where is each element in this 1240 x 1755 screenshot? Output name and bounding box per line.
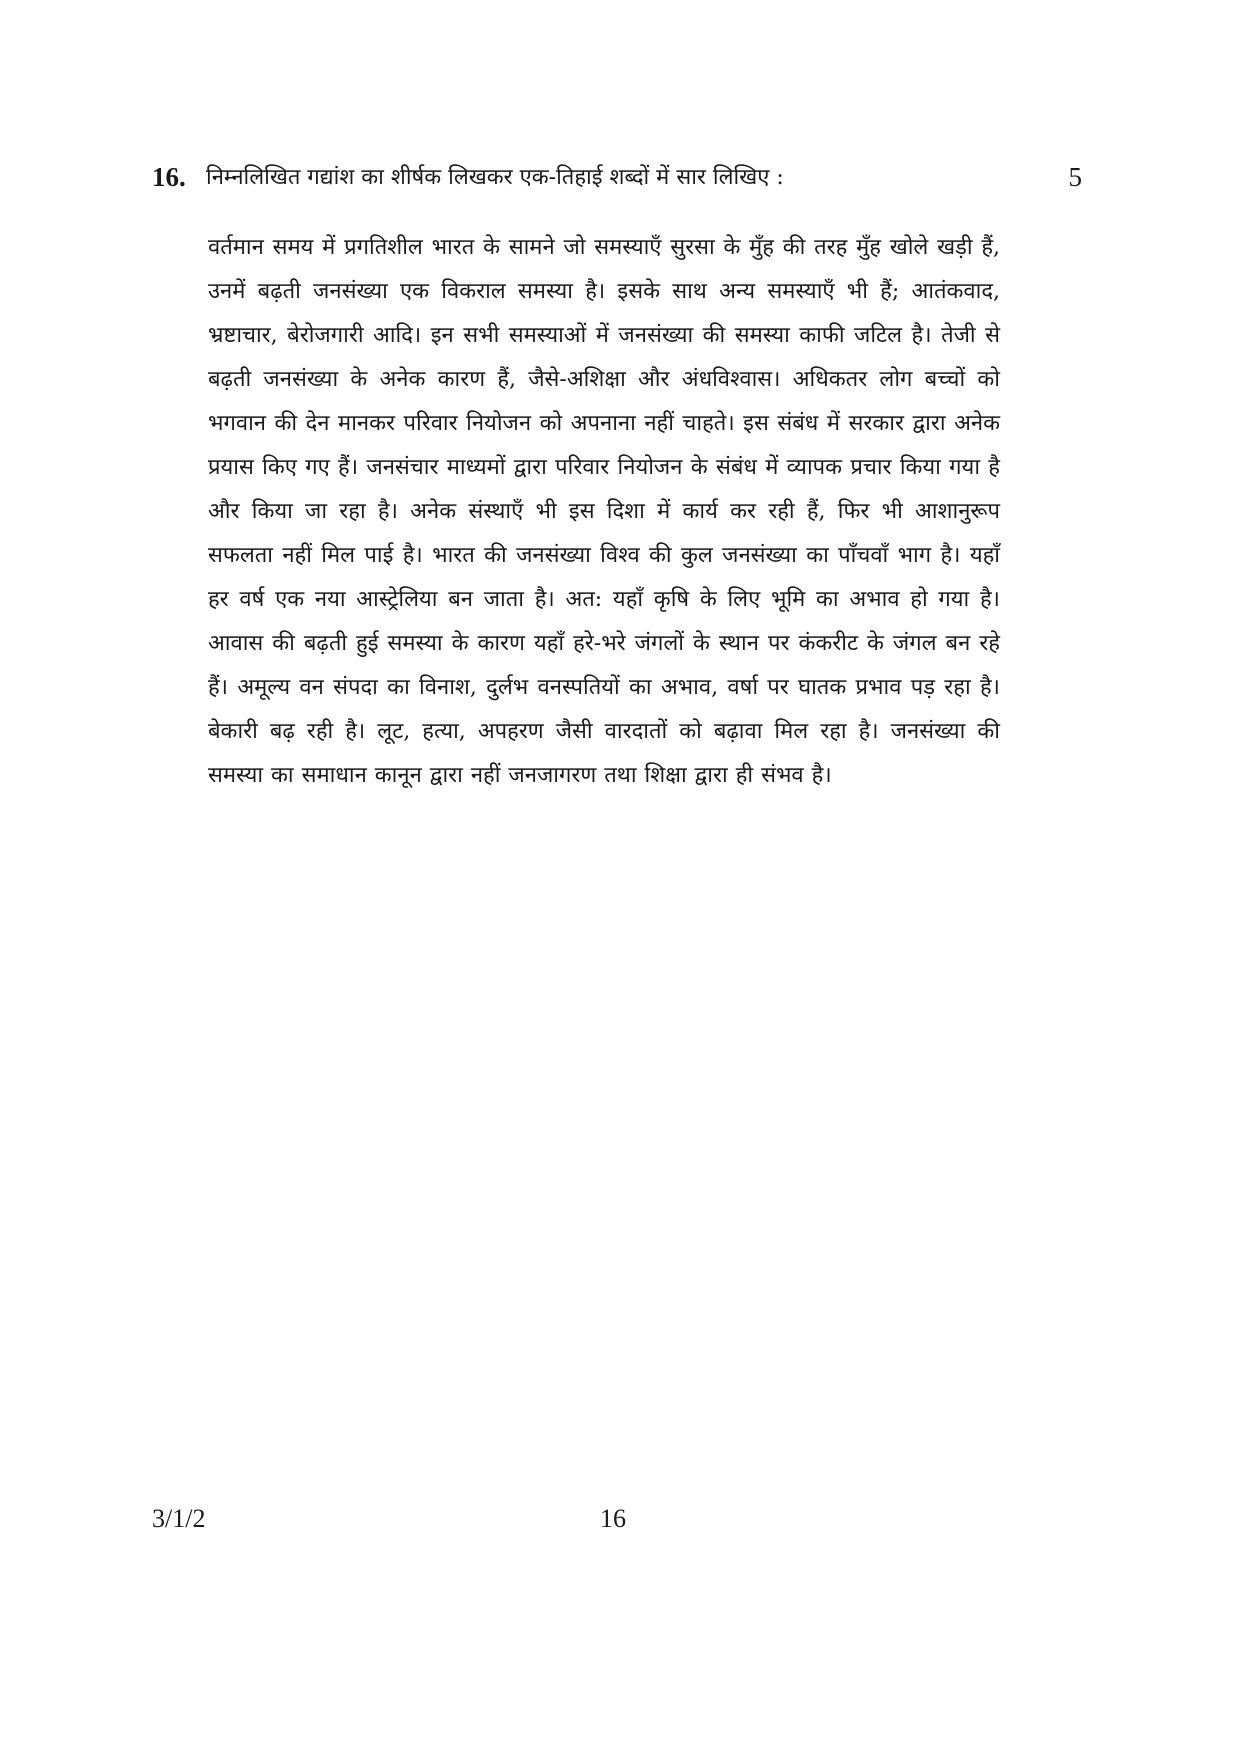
passage-text: वर्तमान समय में प्रगतिशील भारत के सामने जो समस्याएँ सुरसा के मुँह की तरह मुँह खोले खड़ी हैं, उनमें बढ़ती जनसंख्या एक विकराल समस्या है। इसके साथ अन्य समस्याएँ भी हैं; आतंकवाद, भ्रष्टाचार, बेरोजगारी आदि। इन सभी समस्याओं में जनसंख्या की समस्या काफी जटिल है। तेजी से बढ़ती जनसंख्या के अनेक कारण हैं, जैसे-अशिक्षा और अंधविश्वास। अधिकतर लोग बच्चों को भगवान की देन मानकर परिवार नियोजन को अपनाना नहीं चाहते। इस संबंध में सरकार द्वारा अनेक प्रयास किए गए हैं। जनसंचार माध्यमों द्वारा परिवार नियोजन के संबंध में व्यापक प्रचार किया गया है और किया जा रहा है। अनेक संस्थाएँ भी इस दिशा में कार्य कर रही हैं, फिर भी आशानुरूप सफलता नहीं मिल पाई है। भारत की जनसंख्या विश्व की कुल जनसंख्या का पाँचवाँ भाग है। यहाँ हर वर्ष एक नया आस्ट्रेलिया बन जाता है। अत: यहाँ कृषि के लिए भूमि का अभाव हो गया है। आवास की बढ़ती हुई समस्या के कारण यहाँ हरे-भरे जंगलों के स्थान पर कंकरीट के जंगल बन रहे हैं। अमूल्य वन संपदा का विनाश, दुर्लभ वनस्पतियों का अभाव, वर्षा पर घातक प्रभाव पड़ रहा है। बेकारी बढ़ रही है। लूट, हत्या, अपहरण जैसी वारदातों को बढ़ावा मिल रहा है। जनसंख्या की समस्या का समाधान कानून द्वारा नहीं जनजागरण तथा शिक्षा द्वारा ही संभव है। — [208, 235, 1000, 788]
page-number: 16 — [600, 1504, 626, 1533]
question-number: 16. — [152, 162, 186, 192]
question-prompt: निम्नलिखित गद्यांश का शीर्षक लिखकर एक-तिहाई शब्दों में सार लिखिए : — [206, 165, 784, 190]
question-header — [152, 158, 1082, 202]
question-16 — [152, 158, 1082, 788]
question-marks: 5 — [1068, 162, 1082, 192]
paper-code: 3/1/2 — [152, 1504, 206, 1533]
